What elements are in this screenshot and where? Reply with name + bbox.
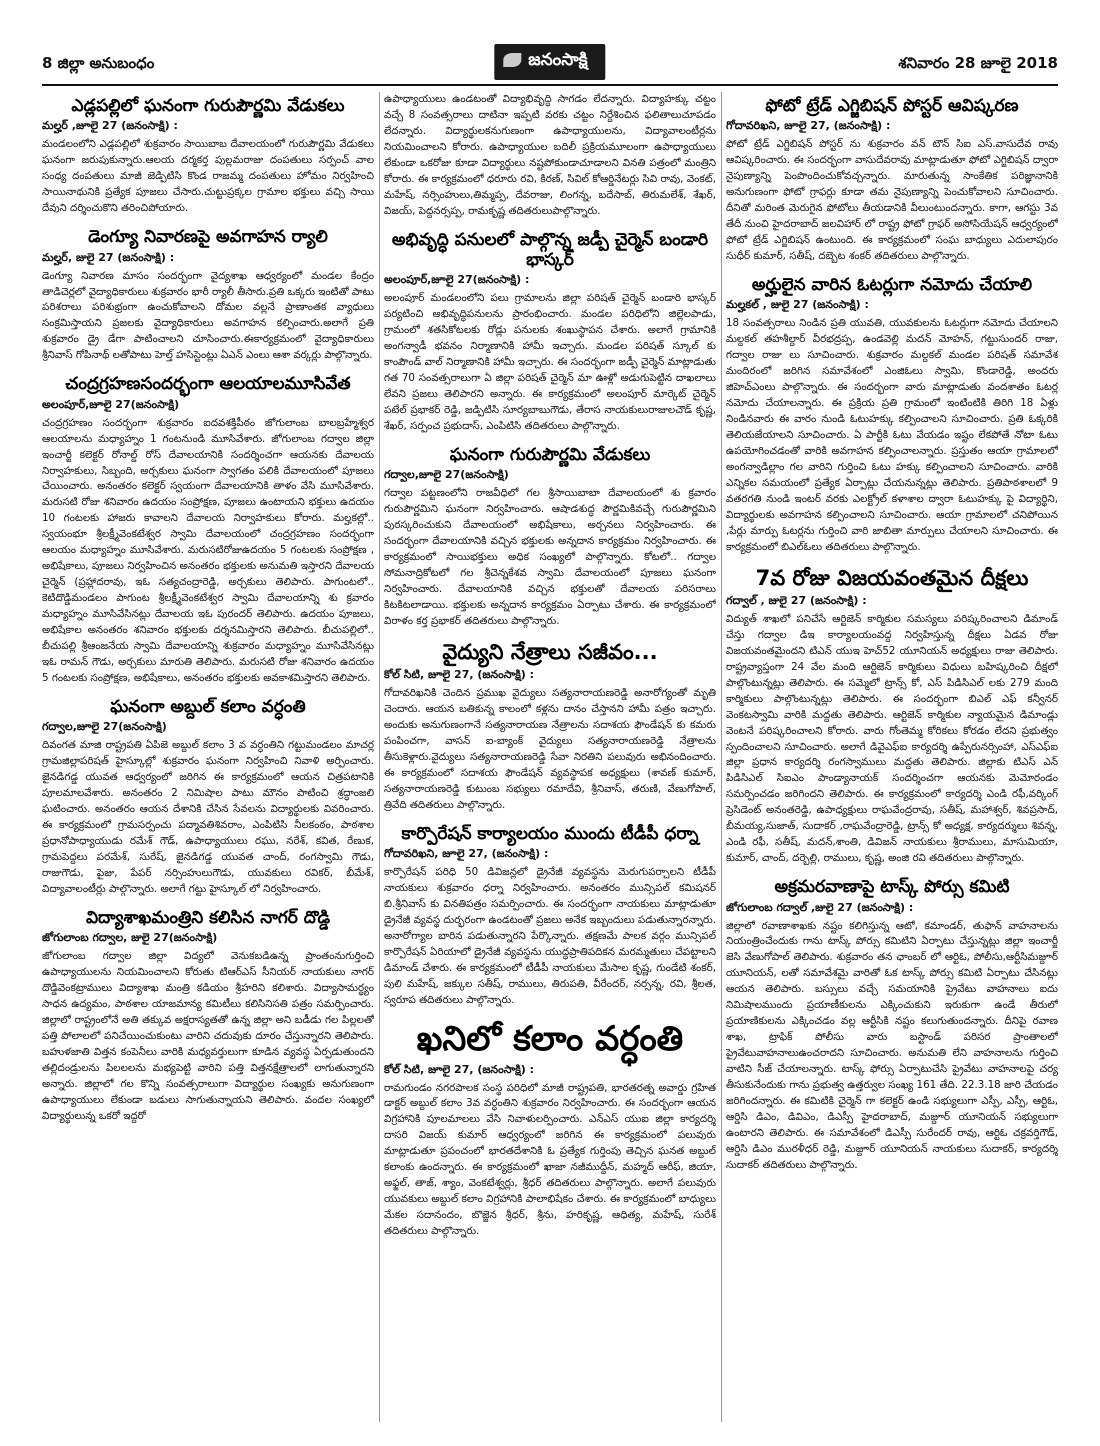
article: [384, 92, 716, 220]
column-2: [384, 92, 716, 1422]
article-headline: డెంగ్యూ నివారణపై అవగాహన ర్యాలి: [88, 227, 328, 248]
article-dateline: మల్హకల్ , జులై 27 (జనంసాక్షి) :: [726, 298, 869, 312]
article-headline: కార్పొరేషన్ కార్యాలయం ముందు టీడీపీ ధర్నా: [401, 823, 699, 844]
article-body: విద్యుత్ శాఖలో పనిచేసే ఆర్టిజెన్ కార్మికుల సమస్యలు పరిష్కరించాలని డిమాండ్ చేస్తు గద్వాల డిఇ కార్యాలయంవద్ద నిర్వహిస్తున్న దీక్షలు ఏడవ రోజు విజయవంతమైందని టిఎన్ యుఇ హెచ్52 యూనియన్ అధ్యక్షులు రాజు తెలిపారు. రాష్ట్రవ్యాప్తంగా 24 వేల మంది ఆర్టిజెన్ కార్మికులు విధులు బహిష్కరించి దీక్షలో పాల్గొంటున్నట్లు తెలిపారు. ఈ సమ్మెలో ట్రాన్స్ కో, ఎస్ పిడిసిఎల్ లకు 279 మంది కార్మికులు పాల్గొంటున్నట్లు తెలిపారు. ఈ సందర్భంగా బిఎల్ ఎఫ్ కన్వీనర్ వెంకటస్వామి వారికి మద్దతు తెలిపారు. ఆర్టిజెన్ కార్మికుల న్యాయమైన డిమాండ్లు వెంటనే పరిష్కరించాలని కోరారు. వారు గోంతెమ్మ కోరికలు కోరడం లేదని ప్రభుత్వం స్పందించాలని సూచించారు. అలాగే డివైఎఫ్ఐ కార్యదర్శి ఉప్పేరునర్సింహా, ఎస్ఎఫ్ఐ జిల్లా ప్రధాన కార్యదర్శి రంగస్వాములు మద్దతు తెలిపారు. జిల్లాకు టిఎస్ ఎన్ పిడిసిఎల్ సిఐఎం పాండ్యానాయక్ సందర్శించగా ఆయనకు మెమోరండం సమర్పించడం జరిగిందని తెలిపారు. ఈ కార్యక్రమంలో కార్యదర్శి ఎండి రఫీ,వర్కింగ్ ప్రెసిడెంట్ అనంతరెడ్డి, ఉపాధ్యక్షులు రాఘవేంద్రరావు, సతీష్, మహాశ్వర్, శివప్రసాద్, బీమయ్య,సుజాత్, సుదాకర్ ,రాఘవేంద్రారెడ్డి, ట్రాన్స్ కో అధ్యక్ష, కార్యదర్శులు శివన్న, ఎండి రఫీ, సతీష్, మదన్,శాంతి, డివిజన్ నాయకులు శ్రీరాములు, మాసుమియా, కుమార్, చాంద్, దర్బెల్లి, రాములు, కృష్ణ, అంజి రవి తదితరులు పాల్గొన్నారు.: [726, 612, 1058, 865]
article-body: జోగులాంబ గద్వాల జిల్లా విద్యలో వెనుకబడిఉన్న ప్రాంతంనుగుర్తించి ఉపాధ్యాయులను నియమించాలని కోరుతు టిఆర్ఎస్ సీనియర్ నాయకులు నాగర్ దొడ్డివెంకట్రాములు విద్యాశాఖ మంత్రి కడియం శ్రీహరిని కలిశారు. విద్యాసామర్థ్యం సాధన ఉద్యమం, పాఠశాల యాజమాన్య కమిటీలు కలిసినిసతి పత్రం సమర్పించారు. జిల్లాలో రాష్ట్రంలోనే అతి తక్కువ అక్షరాస్యతతో ఉన్న జిల్లా అని బడీడు గల పిల్లలతో పత్తి పోలాలలో పనిచేయించుకుంటు వారిని చదువుకు దూరం చేస్తున్నారని తెలిపారు. బహుళజాతి విత్తన కంపెనీలు వారికి మధ్యవర్తులుగా కూడిన వ్యవస్థ ఏర్పడుతుందని తల్లిదండ్రులను పిలలలను మభ్యపెట్టి వారిని పత్తి విత్తనక్షేత్రాలలో లాగుతున్నారని అన్నారు. జిల్లాలో గల కొన్ని సంవత్సరాలుగా విద్యార్థుల సంఖ్యకు అనుగుణంగా ఉపాధ్యాయులు లేకుండా బడులు సాగుతున్నాయని తెలిపారు. వందల సంఖ్యలో విద్యార్థులున్న ఒకరో ఇద్దరో: [42, 950, 374, 1122]
article-headline: ఘనంగా గురుపౌర్ణమి వేడుకలు: [449, 444, 651, 465]
article: [384, 1019, 716, 1240]
article-dateline: జోగులాంబ గద్వాల్ ,జులై 27 (జనంసాక్షి) :: [726, 900, 914, 914]
article-headline: ఘనంగా అబ్దుల్ కలాం వర్ధంతి: [110, 696, 306, 717]
article-dateline: జోగులాంబ గద్వాల, జులై 27(జనంసాక్షి): [42, 931, 218, 945]
column-3: [726, 92, 1058, 1422]
masthead-rule: [42, 84, 1058, 86]
article-body: అలంపూర్ మండలంలోని పలు గ్రామాలను జిల్లా పరిషత్ చైర్మెన్ బండారి భాస్కర్ పర్యటించి అభివృద్ధిపనులను ప్రారంభించారు. మండల పరిధిలోని జిల్లెలపాడు, గ్రామంలో శతసికోటలకు రోడ్లు పనులకు శంఖుస్థాపన చేశారు. అలాగే గ్రామానికి అంగన్వాడీ భవనం నిర్మాణానికి హామీ ఇచ్చారు. మండల పరిషత్ స్కూల్ కు కాంపౌండ్ వాల్ నిర్మాణానికి హామీ ఇచ్చారు. ఈ సందర్భంగా జడ్పీ చైర్మెన్ మాట్లాడుతు గత 70 సంవత్సరాలుగా ఏ జిల్లా పరిషత్ చైర్మెన్ మా ఊళ్లో అడుగుపెట్టిన దాఖలాలు లేవని ప్రజలు తెలిపారని అన్నారు. ఈ కార్యక్రమంలో అలంపూర్ మార్కెట్ చైర్మెన్ పటేల్ ప్రభాకర్ రెడ్డి, జడ్పిటిసి సూర్యబాబుగౌడు, తేరాస నాయకులురాజులచౌడ్ కృష్ణ, శేఖర్, సర్పంచ ప్రభుదాస్, ఎంపిటిసి తదితరులు పాల్గొన్నారు.: [384, 292, 716, 433]
article-body: చంద్రగ్రహణం సందర్భంగా శుక్రవారం ఐదవశక్తిపీఠం జోగులాంబ బాలబ్రహ్మేశ్వర ఆలయాలను మధ్యాహ్నం 1 గంటనుండి మూసివేశారు. జోగులాంబ గద్వాల జిల్లా ఇంచార్జీ కలెక్టర్ రోనాల్డ్ రోస్ దేవాలయానికి సందర్శించగా ఆయనకు దేవాలయ నిర్వాహకులు, సిబ్బంది, అర్చకులు ఘనంగా స్వాగతం పలికి దేవాలయంలో పూజలు చేయించారు. అనంతరం కలెక్టర్ స్వయంగా దేవాలయానికి తాళం వేసి మూసివేశారు. మరుసటి రోజు శనివారం ఉదయం సంప్రోక్షణ, పూజలు ఉంటాయని భక్తులు ఉదయం 10 గంటలకు హాజరు కావాలని దేవాలయ నిర్వాహకులు కోరారు. మల్హకల్లో.. స్వయంభూ శ్రీలక్ష్మీవెంకటేశ్వర స్వామి దేవాలయంలో చంద్రగ్రహణం సందర్భంగా ఆలయం మధ్యాహ్నం మూసివేశారు. మరుసటిరోజుఉదయం 5 గంటలకు సంప్రోక్షణ , అభిషేకాలు, పూజలు నిర్వహించిన అనంతరం భక్తులకు అనుమతి ఇస్తారని దేవాలయ చైర్మెన్ (ప్రహ్లాదరావు, ఇఓ సత్యచంద్రారెడ్డి, అర్చకులు తెలిపారు. పాగుంటలో.. కెటిదొడ్డిమండలం పాగుంట శ్రీలక్ష్మీవెంకటేశ్వర స్వామి దేవాలయాన్ని శు క్రవారం మధ్యాహ్నం మూసివేసినట్లు దేవాలయ ఇఓ పురందర్ తెలిపారు. ఉదయం పూజలు, అభిషేకాల అనంతరం శనివారం భక్తులకు దర్శనమిస్తారని తెలిపారు. బీచుపల్లిలో.. బీచుపల్లి శ్రీఆంజనేయ స్వామి దేవాలయాన్ని శుక్రవారం మధ్యాహ్నం మూసివేసినట్లు ఇఓ రామన్ గౌడు, అర్చకులు మారుతి తెలిపారు. మరుసటి రోజు శనివారం ఉదయం 5 గంటలకు సంప్రోక్షణ, అభిషేకాలు, అనంతరం భక్తులకు అవకాశమిస్తారని తెలిపారు.: [42, 416, 374, 684]
article-dateline: గోదావరిఖని, జూలై 27, (జనంసాక్షి) :: [384, 847, 549, 861]
article-headline: ఎడ్లపల్లిలో ఘనంగా గురుపౌర్ణమి వేడుకలు: [71, 96, 345, 116]
article-body: రామగుండం నగరపాలక సంస్థ పరిధిలో మాజీ రాష్ట్రపతి, భారతరత్న అవార్డు గ్రహిత డాక్టర్ అబ్దుల్ కలాం 3వ వర్ధంతిని శుక్రవారం నిర్వహించారు. ఈ సందర్భంగా ఆయన విగ్రహానికి పూలమాలలు వేసి నివాళులర్పించారు. ఎన్ఎస్ యుఐ జిల్లా కార్యదర్శి దాసరి విజయ్ కుమార్ ఆధ్వర్యంలో జరిగిన ఈ కార్యక్రమంలో పలువురు మాట్లాడుతూ ప్రపంచంలో భారతదేశానికి ఓ ప్రత్యేక గుర్తింపు తెచ్చిన ఘనత అబ్దుల్ కలాంకు ఉందన్నారు. ఈ కార్యక్రమంలో ఖాజా నజీముద్దీన్, మహ్మద్ ఆరీఫ్, జియా, అఫ్జల్, తాజ్, శ్యాం, వెంకటేశ్వర్లు, శ్రీధర్ తదితరులు పాల్గొన్నారు. అలాగే పలువురు యువకులు అబ్దుల్ కలాం విగ్రహానికి పాలాభిషేకం చేశారు. ఈ కార్యక్రమంలో బాధ్యులు మేకల సదానందం, బొజ్జెన శ్రీధర్, శ్రీను, హరికృష్ణ, ఆధిత్య, మహేష్, సురేశ్ తదితరులు పాల్గొన్నారు.: [384, 1081, 716, 1238]
article: [726, 275, 1058, 556]
article-body: డెంగ్యూ నివారణ మాసం సందర్భంగా వైద్యశాఖ ఆధ్వర్యంలో మండల కేంద్రం తాడిచెర్లలో వైద్యాధికారులు శుక్రవారం భారీ ర్యాలీ తీసారు.ప్రతి ఒక్కరు ఇంటితో పాటు పరిశరాలు పరిశుభ్రంగా ఉంచుకోవాలని దోమల వల్లనే ప్రాణాంతక వ్యాధులు సంక్రమిస్తాయని ప్రజలకు వైద్యాధికారులు అవగాహన కల్పించారు.అలాగే ప్రతి శుక్రవారం డ్రై డేగా పాటించాలని చూసించారు.ఈకార్యక్రమంలో వైద్యాధికారులు శ్రీనివాస్ గోపినాథ్ లతోపాటు హెల్త్ హసిస్టెంట్లు ఏఎన్ ఎంలు ఆశా వర్కర్లు పాల్గొన్నారు.: [42, 269, 374, 362]
article-body: ఫోటో ట్రేడ్ ఎగ్జిబిషన్ పోస్టర్ ను శుక్రవారం వన్ టౌన్ సిఐ ఎస్.వాసుదేవ రావు ఆవిష్కరించారు. ఈ సందర్భంగా వాసుదేవరావు మాట్లాడుతూ ఫోటో ఎగ్జిబిషన్ ద్వారా నైపుణ్యాన్ని పెంపొందించుకోవచ్చన్నారు. మారుతున్న సాంకేతిక పరిజ్ఞానానికి అనుగుణంగా ఫోటో గ్రాఫర్లు కూడా తమ నైపుణ్యాన్ని పెంచుకోవాలని సూచించారు. దీనితో మరింత మెరుగైన ఫోటోలు తీయడానికి వీలుంటుందన్నారు. కాగా, ఆగస్టు 3వ తేదీ నుంచి హైదరాబాద్ జలవిహార్ లో రాష్ట్ర ఫోటో గ్రాఫర్ అసోసియేషన్ ఆధ్వర్యంలో ఫోటో ట్రేడ్ ఎగ్జిబిషన్ ఉంటుంది. ఈ కార్యక్రమంలో సంఘ బాధ్యులు ఎదులాపురం సుధీర్ కుమార్, సతీష్, దబ్బెట శంకర్ తదితరులు పాల్గొన్నారు.: [726, 138, 1058, 263]
article-dateline: మల్హర్, జులై 27 (జనంసాక్షి) :: [42, 250, 175, 264]
article: [384, 445, 716, 630]
column-divider: [379, 92, 380, 1422]
leaf-icon: [503, 53, 521, 67]
article-headline: ఖనిలో కలాం వర్ధంతి: [416, 1018, 684, 1059]
article-body: దివంగత మాజి రాష్ట్రపతి ఏపిజె అబ్దుల్ కలాం 3 వ వర్ధంతిని గట్టుమండలం మాచర్ల గ్రామజిల్లాపరిషత్ హైస్కూల్లో శుక్రవారం ఘనంగా నిర్వహించి నివాళి అర్పించారు. జైనడిగడ్డ యువత ఆధ్వర్యంలో జరిగిన ఈ కార్యక్రమంలో ఆయన చిత్రపటానికి పూలమాలవేశారు. అనంతరం 2 నిమిషాల పాటు మౌనం పాటించి శ్రద్ధాంజలి ఘటించారు. అనంతరం ఆయన దేశానికి చేసిన సేవలను విద్యార్థులకు వివరించారు. ఈ కార్యక్రమంలో గ్రామసర్పంచు పద్మావతిశివరాం, ఎంపిటిసి నీలకంఠం, పాఠశాల ప్రధానోపాధ్యాయుడు రమేశ్ గౌడ్, ఉపాధ్యాయులు రఘు, నరేశ్, కవిత, రేణుక, గ్రామపెద్దలు పరమేశ్, సురేష్, జైనడిగడ్డ యువత చాంద్, రంగస్వామి గౌడు, రాజుగౌడు, పైజు, పేపర్ నర్సింహులుగౌడు, యువకులు రవికర్, బీమేశ్, విద్యావాలంటీర్లు పాల్గొన్నారు. అలాగే గట్టు హైస్కూల్ లో నిర్వహించారు.: [42, 739, 374, 895]
issue-date: శనివారం 28 జూలై 2018: [898, 54, 1058, 72]
article-dateline: కోల్ సిటి, జూలై 27, (జనంసాక్షి) :: [384, 1062, 535, 1076]
article-headline: అక్రమరవాణాపై టాస్క్ పోర్సు కమిటి: [774, 877, 1010, 898]
article-body: 18 సంవత్సరాలు నిండిన ప్రతి యువతి, యువకులను ఓటర్లుగా నమోదు చేయాలని మల్దకల్ తహశీల్దార్ వీరభద్రప్ప, ఉండవెల్లి మదన్ మోహన్, గట్టుసుందర్ రాజు, గద్వాల రాజు లు సూచించారు. శుక్రవారం మల్దకల్ మండల పరిషత్ సమావేశ మందిరంలో జరిగిన సమావేశంలో ఎంజిఓలు స్వామి, కొండారెడ్డి, అందరు జిహెచ్ఎంలు పాల్గొన్నారు. ఈ సందర్భంగా వారు మాట్లాడుతు వందశాతం ఓటర్ల నమోదు చేయాలన్నారు. ఈ ప్రక్రియ ప్రతి గ్రామంలో ఇంటింటికి తిరిగి 18 ఏళ్లు నిండినవారు ఈ వారం నుండి ఓటుహక్కు కల్పించాలని సూచించారు. ప్రతి ఓక్కరికి తెలియజేయాలని సూచించారు. ఏ పార్టీకి ఓటు వేయడం ఇష్టం లేకపోతే నోటా ఓటు ఉపయోగించడంతో వారికి అవగాహన కల్పించాలన్నారు. ప్రస్తుతం ఆయా గ్రామాలలో అంగన్వాడిల్లాం గల వారిని గుర్తించి ఓటు హక్కు కల్పించాలని సూచించారు. వారికి ఎన్నికల సమయంలో ప్రత్యేక ఏర్పాట్లు చేయనున్నట్లు తెలిపారు. ప్రతిపాఠశాలలో 9 వతరగతి నుండి ఇంటర్ వరకు ఎలక్ట్రోల్ కళాశాల ద్వారా ఓటుహక్కు పై విద్యార్థిని, విద్యార్థులకు అవగాహన కల్పించాలని సూచించారు. ఆయా గ్రామాలలో చనిపోయిన ,పేర్లు మార్పు ఓటర్లను గుర్తించి వారి జాబితా మార్పులు చేయాలని సూచించారు. ఈ కార్యక్రమంలో బిఎల్ఓలు తదితరులు పాల్గొన్నారు.: [726, 317, 1058, 553]
article-headline: విద్యాశాఖమంత్రిని కలిసిన నాగర్ దొడ్డి: [85, 907, 331, 928]
article-body: మండలంలోని ఎడ్లపల్లిలో శుక్రవారం సాయిబాబ దేవాలయంలో గురుపౌర్ణమి వేడుకలు ఘనంగా జరుపుకున్నారు.ఆలయ దర్మకర్త పుల్లమరాజు దంపతులు సర్పంచ్ వాల సంధ్య దంపతులు మాజీ జెడ్పిటిసి కొండ రాజమ్మ దంపతులు హోమం నిర్వహించి సాయినాథునికి ప్రత్యేక పూజలు చేసారు.చుట్టుప్రక్కల గ్రామాల భక్తులు వచ్చి సాయి దేవుని దర్శించుకొని తరించిపోయారు.: [42, 138, 374, 215]
article-dateline: గద్వాల,జూలై 27(జనంసాక్షి): [384, 468, 509, 482]
article: [42, 227, 374, 364]
article-headline: ఫోటో ట్రేడ్ ఎగ్జిబిషన్ పోస్టర్ ఆవిష్కరణ: [765, 96, 1019, 116]
article: [384, 640, 716, 814]
article: [384, 824, 716, 1009]
article-headline: వైద్యుని నేత్రాలు సజీవం...: [442, 639, 658, 664]
article: [42, 374, 374, 687]
article-dateline: మల్హర్ ,జూలై 27 (జనంసాక్షి) :: [42, 119, 178, 133]
article-dateline: గద్వాల్ , జులై 27 (జనంసాక్షి) :: [726, 593, 867, 607]
article-body: గద్వాల పట్టణంలోని రాజవీధిలో గల శ్రీసాయిబాబా దేవాలయంలో శు క్రవారం గురుపౌర్ణమిని ఘనంగా నిర్వహించారు. ఆషాడశుద్ధ పౌర్ణమికివచ్చే గురుపౌర్ణమిని పురస్కరించుకుని దేవాలయంలో అభిషేకాలు, అర్చనలు నిర్వహించారు. ఈ సందర్భంగా దేవాలయానికి వచ్చిన భక్తులకు అన్నదాన కార్యక్రమం నిర్వహించారు. ఈ కార్యక్రమంలో సాయిభక్తులు అధిక సంఖ్యలో పాల్గొన్నారు. కోటలో.. గద్వాల సోమనాద్రికోటలో గల శ్రీచెన్నకేశవ స్వామి దేవాలయంలో పూజలు ఘనంగా నిర్వహించారు. దేవాలయానికి వచ్చిన భక్తులతో దేవాలయ పరిసరాలు కిటకిటలాడాయి. భక్తులకు అన్నదాన కార్యక్రమం ఏర్పాటు చేశారు. ఈ కార్యక్రమంలో విరాళం కర్త ప్రభాకర్ తదితరులు పాల్గొన్నారు.: [384, 487, 716, 627]
article-headline: అర్హులైన వారిన ఓటర్లుగా నమోదు చేయాలి: [751, 275, 1033, 296]
article-body: కార్పొరేషన్ పరిధి 50 డివిజన్లలో డ్రైనేజీ వ్యవస్థను మెరుగుపర్చాలని టీడీపీ నాయకులు శుక్రవారం ధర్నా నిర్వహించారు. అనంతరం మున్సిపల్ కమిషనర్ బి.శ్రీనివాస్ కు వినతిపత్రం సమర్పించారు. ఈ సందర్భంగా నాయకులు మాట్లాడుతూ డ్రైనేజీ వ్యవస్థ దుర్భరంగా ఉండటంతో ప్రజలు అనేక ఇబ్బందులు పడుతున్నారన్నారు. అనారోగ్యాల బారిన పడుతున్నారని పేర్కొన్నారు. తక్షణమే పాలక వర్గం మున్సిపల్ కార్పొరేషన్ ఏరియాలో డ్రైనేజీ వ్యవస్థను యుద్ధప్రాతిపదికన మరమ్మతులు చేపట్టాలని డిమాండ్ చేశారు. ఈ కార్యక్రమంలో టీడీపీ నాయకులు మేసాల కృష్ణ, గుండేటి శంకర్, పులి మహేష్, జక్కుల సతీష్, రాములు, తిరుపతి, వీరేందర్, నర్సన్న, రవి, శ్రీలత, స్వరూప తదితరులు పాల్గొన్నారు.: [384, 866, 716, 1006]
article: [42, 96, 374, 217]
article-dateline: అలంపూర్,జూలై 27(జనంసాక్షి): [42, 397, 180, 411]
article-dateline: గోదావరిఖని, జూలై 27, (జనంసాక్షి) :: [726, 119, 891, 133]
column-1: [42, 92, 374, 1422]
page-section-label: 8 జిల్లా అనుబంధం: [42, 54, 155, 72]
article-headline: అభివృద్ధి పనులలో పాల్గొన్న జడ్పీ చైర్మెన్ బండారి భాస్కర్: [391, 229, 709, 271]
article: [42, 697, 374, 898]
newspaper-name: జనంసాక్షి: [528, 50, 588, 70]
columns: [42, 92, 1058, 1422]
article-dateline: అలంపూర్,జూలై 27(జనంసాక్షి) :: [384, 273, 530, 287]
article-headline: 7వ రోజు విజయవంతమైన దీక్షలు: [755, 565, 1029, 590]
article-body: జిల్లాలో రవాణాశాఖకు నష్టం కలిగిస్తున్న ఆటో, కమాండర్, తుఫాన్ వాహనాలను నియంత్రించేందుకు గాను టాస్క్ పోర్సు కమిటిని ఏర్పాటు చేస్తున్నట్లు జిల్లా ఇంచార్జీ జెసి వేణుగోపాల్ తెలిపారు. శుక్రవారం తన ఛాంబర్ లో ఆర్టిఓ, పోలీసు,ఆర్టీసిమజ్దూర్ యూనియన్, లతో సమావేశమై వారితో ఓక టాస్క్ పోర్సు కమిటి ఏర్పాటు చేసినట్లు ఆయన తెలిపారు. బస్సులు వచ్చే సమయానికి ప్రైవేటు వాహనాలు ఐదు నిమిషాలముందు ప్రయాణీకులను ఎక్కించుకుని ఇరుకుగా ఉండే తీరులో ప్రయాణికులను ఎక్కించడం వల్ల ఆర్టీసికి నష్టం కలుగుతుందన్నారు. దీనిపై రవాణ శాఖ, ట్రాఫిక్ పోలీసు వారు బస్టాండ్ పరిసర ప్రాంతాలలో ప్రైవేటువాహనాలుఉంచరాదని సూచించారు. అనుమతి లేని వాహనాలను గుర్తించి వాటిని సీజ్ చేయాలన్నారు. టాస్క్ ఫోర్సు ఏర్పాటుచేసి ప్రైవేటు వాహనాలపై చర్య తీసుకునేందుకు గాను ప్రభుత్వ ఉత్తర్వుల సంఖ్య 161 తేది. 22.3.18 జారి చేయడం జరిగిందన్నారు. ఈ కమిటికి చైర్మెన్ గా కలెక్టర్ ఉండి సభ్యులుగా ఎస్పీ, ఎస్పీ, ఆర్టిఓ, ఆర్డిసి డిఎం, డివిఎం, డిఎస్పీ హైదరాబాద్, మజ్దూర్ యూనియన్ సభ్యులుగా ఉంటారని తెలిపారు. ఈ సమావేశంలో డిఎస్పీ సురేందర్ రావు, ఆర్టిఓ చక్రవర్తిగౌడ్, ఆర్డిసి డిఎం మురళీధర్ రెడ్డి, మజ్దూర్ యూనియన్ నాయకులు సుదాకర్, కార్యదర్శి సుదాకర్ తదితరులు పాల్గొన్నారు.: [726, 919, 1058, 1171]
article: [726, 96, 1058, 265]
article-dateline: కోల్ సిటి, జూలై 27, (జనంసాక్షి) :: [384, 668, 535, 682]
article-dateline: గద్వాల,జూలై 27(జనంసాక్షి): [42, 720, 167, 734]
masthead: [42, 40, 1058, 84]
article-body: గోదావరిఖనికి చెందిన ప్రముఖ వైద్యులు సత్యనారాయణరెడ్డి అనారోగ్యంతో మృతి చెందారు. ఆయన బతికున్న కాలంలో కళ్లను దానం చేస్తానని హామీ పత్రం ఇచ్చారు. అందుకు అనుగుణంగానే సత్యనారాయణ నేత్రాలను సదాశయ ఫౌండేషన్ కు కమరు పంపించగా, వాసన్ ఐ-బ్యాంక్ వైద్యులు సత్యనారాయణరెడ్డి నేత్రాలను తీసుకెళ్లారు.వైద్యులు సత్యనారాయణరెడ్డి సేవా నిరతిని పలువురు అభినందించారు. ఈ కార్యక్రమంలో సదాశయ ఫౌండేషన్ వ్యవస్థాపక అధ్యక్షులు (శావణ్ కుమార్, సత్యనారాయణరెడ్డి కుటుంబ సభ్యులు రమాదేవి, శ్రీనివాస్, తరుణి, వేణుగోపాల్, త్రివేది తదితరులు పాల్గొన్నారు.: [384, 687, 716, 811]
article: [726, 566, 1058, 867]
article-body: ఉపాధ్యాయులు ఉండటంతో విద్యాభివృద్ధి సాగడం లేదన్నారు. విద్యాహక్కు చట్టం వచ్చే 8 సంవత్సరాలు దాటినా ఇప్పటి వరకు చట్టం నిర్దేశించిన ఫలితాలుచూపడం లేదన్నారు. విద్యార్థులకనుగుణంగా ఉపాధ్యాయులను, విద్యావాలంటీర్లను నియమించాలని కోరారు. ఉపాధ్యాయుల బదిలీ ప్రక్రియమూలంగా ఉపాధ్యాయులు లేకుండా ఒకరోజు కూడా విద్యార్థులు నష్టపోకుండాచూడాలని వినతి పత్రంలో మంత్రిని కోరారు. ఈ కార్యక్రమంలో ధరూరు రవి, కిరణ్, సివిల్ కోఆర్డినేటర్లు సివి రావు, వెంకట్, మహేష్, నర్సింహులు,తిమ్మప్ప, దేవరాజు, లింగన్న, బదేసాబ్, తిరుమలేశ్, శేఖర్, విజయ్, పెద్దనర్సప్ప, రామకృష్ణ తదితరులుపాల్గొన్నారు.: [384, 93, 716, 217]
article-headline: చంద్రగ్రహణసందర్భంగా ఆలయాలమూసివేత: [65, 374, 351, 395]
article: [384, 230, 716, 435]
article: [42, 908, 374, 1125]
column-divider: [721, 92, 722, 1422]
newspaper-logo: [494, 44, 605, 80]
article: [726, 877, 1058, 1174]
